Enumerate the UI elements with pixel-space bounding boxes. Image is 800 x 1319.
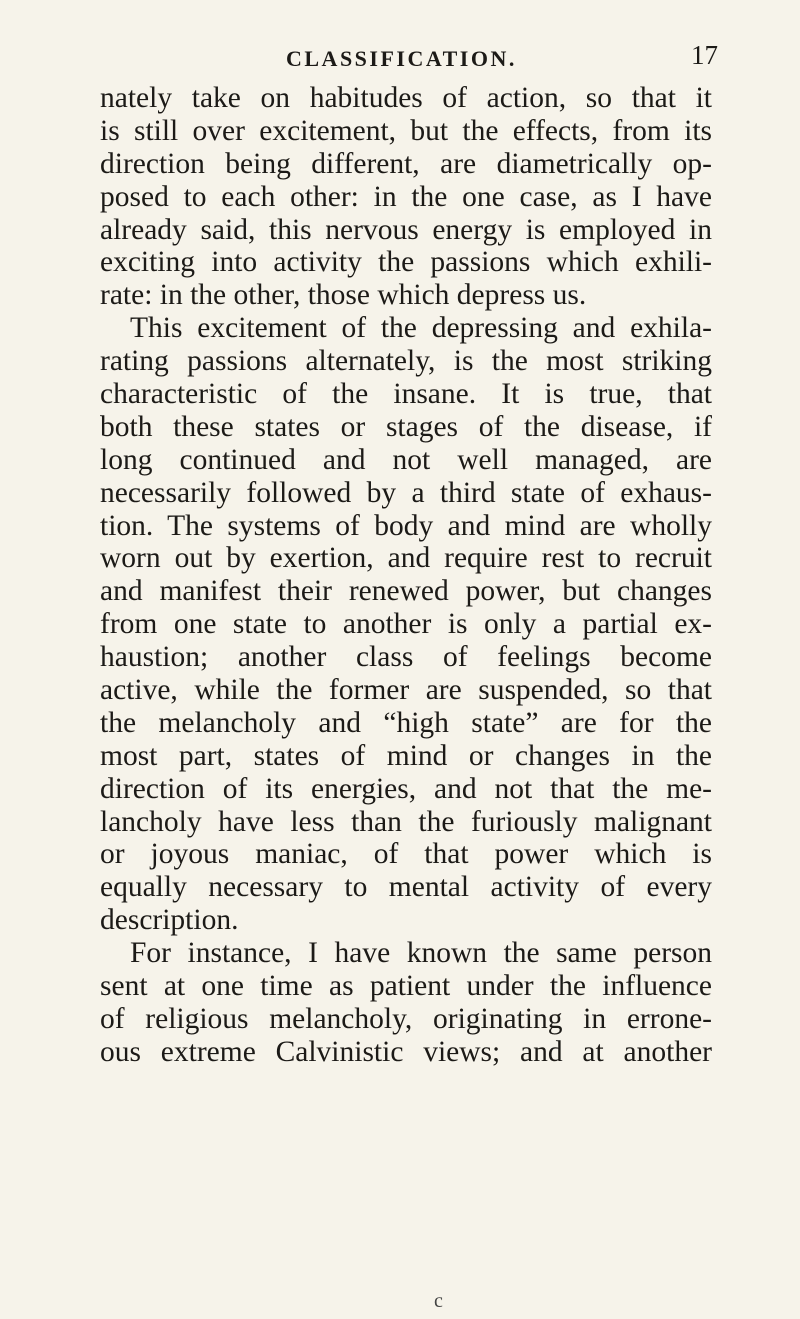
text-line: necessarily followed by a third state of exhaus- — [100, 476, 712, 509]
text-line: posed to each other: in the one case, as I have — [100, 180, 712, 213]
text-line: or joyous maniac, of that power which is — [100, 838, 712, 871]
text-line: description. — [100, 904, 239, 937]
page-number: 17 — [691, 40, 718, 70]
text-line: most part, states of mind or changes in the — [100, 739, 712, 772]
text-line: exciting into activity the passions which exhili- — [100, 246, 712, 279]
text-line: and manifest their renewed power, but changes — [100, 575, 712, 608]
text-line: characteristic of the insane. It is true, that — [100, 378, 712, 411]
text-line: sent at one time as patient under the influence — [100, 970, 712, 1003]
text-line: long continued and not well managed, are — [100, 443, 712, 476]
text-line: active, while the former are suspended, so that — [100, 674, 712, 707]
text-line: ous extreme Calvinistic views; and at another — [100, 1035, 712, 1068]
text-line: For instance, I have known the same person — [130, 937, 712, 970]
text-line: from one state to another is only a partial ex- — [100, 608, 712, 641]
text-line: equally necessary to mental activity of every — [100, 871, 712, 904]
body-text — [100, 82, 712, 1069]
text-line: direction being different, are diametrically op- — [100, 147, 712, 180]
text-line: the melancholy and “high state” are for the — [100, 706, 712, 739]
text-line: nately take on habitudes of action, so that it — [100, 82, 712, 114]
text-line: of religious melancholy, originating in errone- — [100, 1002, 712, 1035]
text-line: direction of its energies, and not that the me- — [100, 772, 712, 805]
text-line: tion. The systems of body and mind are wholly — [100, 509, 712, 542]
running-title: CLASSIFICATION. — [286, 46, 517, 71]
text-line: rating passions alternately, is the most striking — [100, 345, 712, 378]
text-line: already said, this nervous energy is employed in — [100, 213, 712, 246]
text-line: rate: in the other, those which depress us. — [100, 279, 587, 312]
text-line: is still over excitement, but the effects, from its — [100, 114, 712, 147]
text-line: haustion; another class of feelings become — [100, 641, 712, 674]
text-line: lancholy have less than the furiously malignant — [100, 805, 712, 838]
text-line: both these states or stages of the disease, if — [100, 410, 712, 443]
text-line: This excitement of the depressing and exhila- — [130, 312, 712, 345]
text-line: worn out by exertion, and require rest to recruit — [100, 542, 712, 575]
signature-mark: c — [434, 1290, 443, 1312]
running-head — [100, 40, 718, 76]
